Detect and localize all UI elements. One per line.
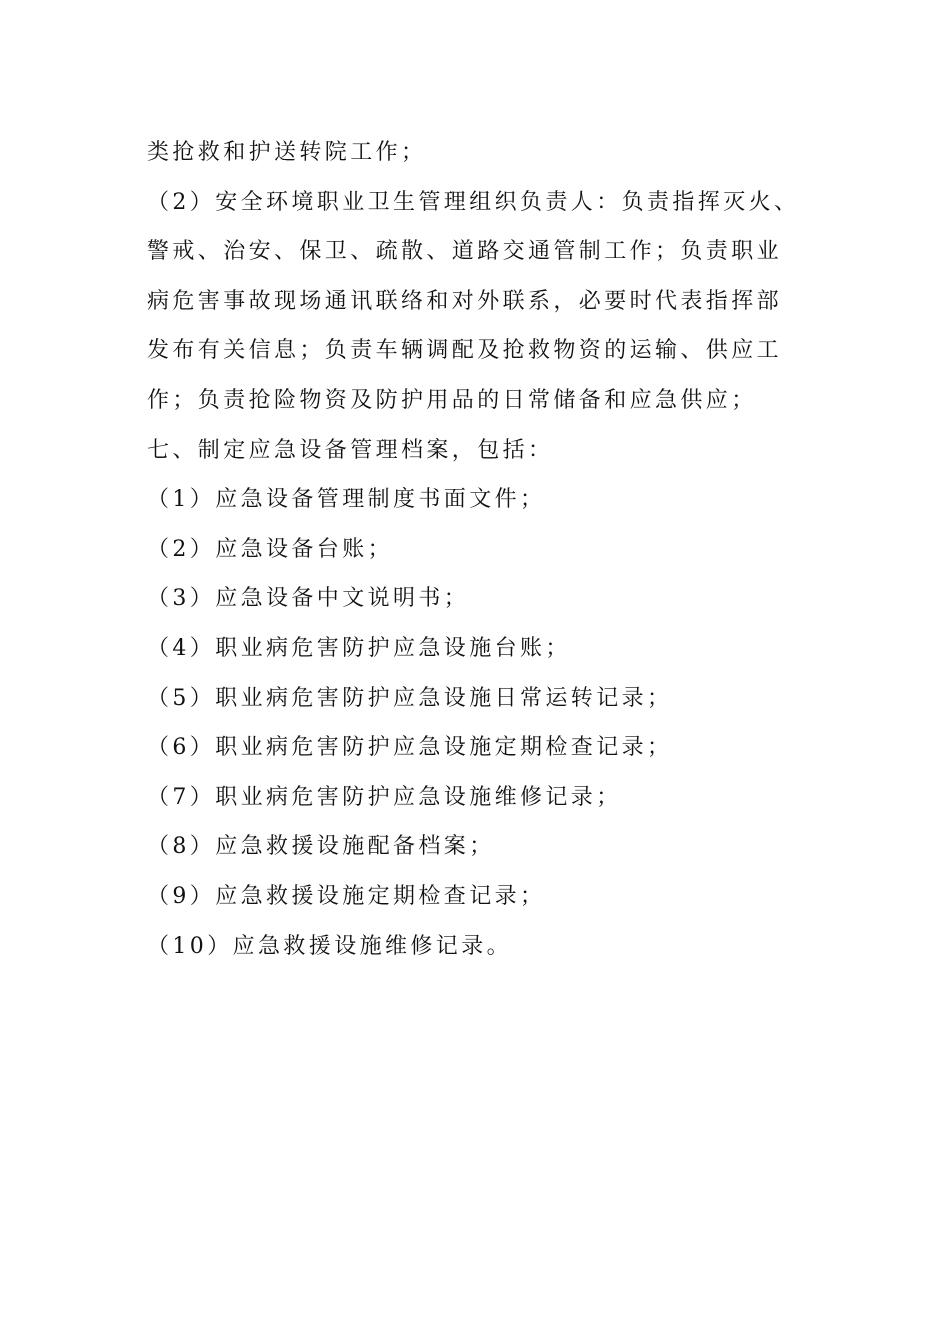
list-item: （6）职业病危害防护应急设施定期检查记录； bbox=[147, 735, 673, 761]
list-item: （4）职业病危害防护应急设施台账； bbox=[147, 635, 571, 661]
section-heading: 七、制定应急设备管理档案，包括： bbox=[147, 437, 554, 463]
paragraph-line: 警戒、治安、保卫、疏散、道路交通管制工作；负责职业 bbox=[147, 239, 783, 265]
paragraph-line: 发布有关信息；负责车辆调配及抢救物资的运输、供应工 bbox=[147, 338, 783, 364]
list-item: （1）应急设备管理制度书面文件； bbox=[147, 487, 546, 513]
list-item: （2）应急设备台账； bbox=[147, 536, 393, 562]
paragraph-line: 病危害事故现场通讯联络和对外联系，必要时代表指挥部 bbox=[147, 288, 783, 314]
list-item: （9）应急救援设施定期检查记录； bbox=[147, 883, 546, 909]
paragraph-line: （2）安全环境职业卫生管理组织负责人：负责指挥灭火、 bbox=[147, 189, 800, 215]
list-item: （8）应急救援设施配备档案； bbox=[147, 834, 495, 860]
document-body bbox=[147, 128, 812, 971]
list-item: （7）职业病危害防护应急设施维修记录； bbox=[147, 784, 622, 810]
list-item: （3）应急设备中文说明书； bbox=[147, 586, 470, 612]
paragraph-line: 类抢救和护送转院工作； bbox=[147, 140, 427, 165]
list-item: （5）职业病危害防护应急设施日常运转记录； bbox=[147, 685, 673, 711]
paragraph-line: 作；负责抢险物资及防护用品的日常储备和应急供应； bbox=[147, 387, 757, 413]
list-item: （10）应急救援设施维修记录。 bbox=[147, 933, 512, 959]
